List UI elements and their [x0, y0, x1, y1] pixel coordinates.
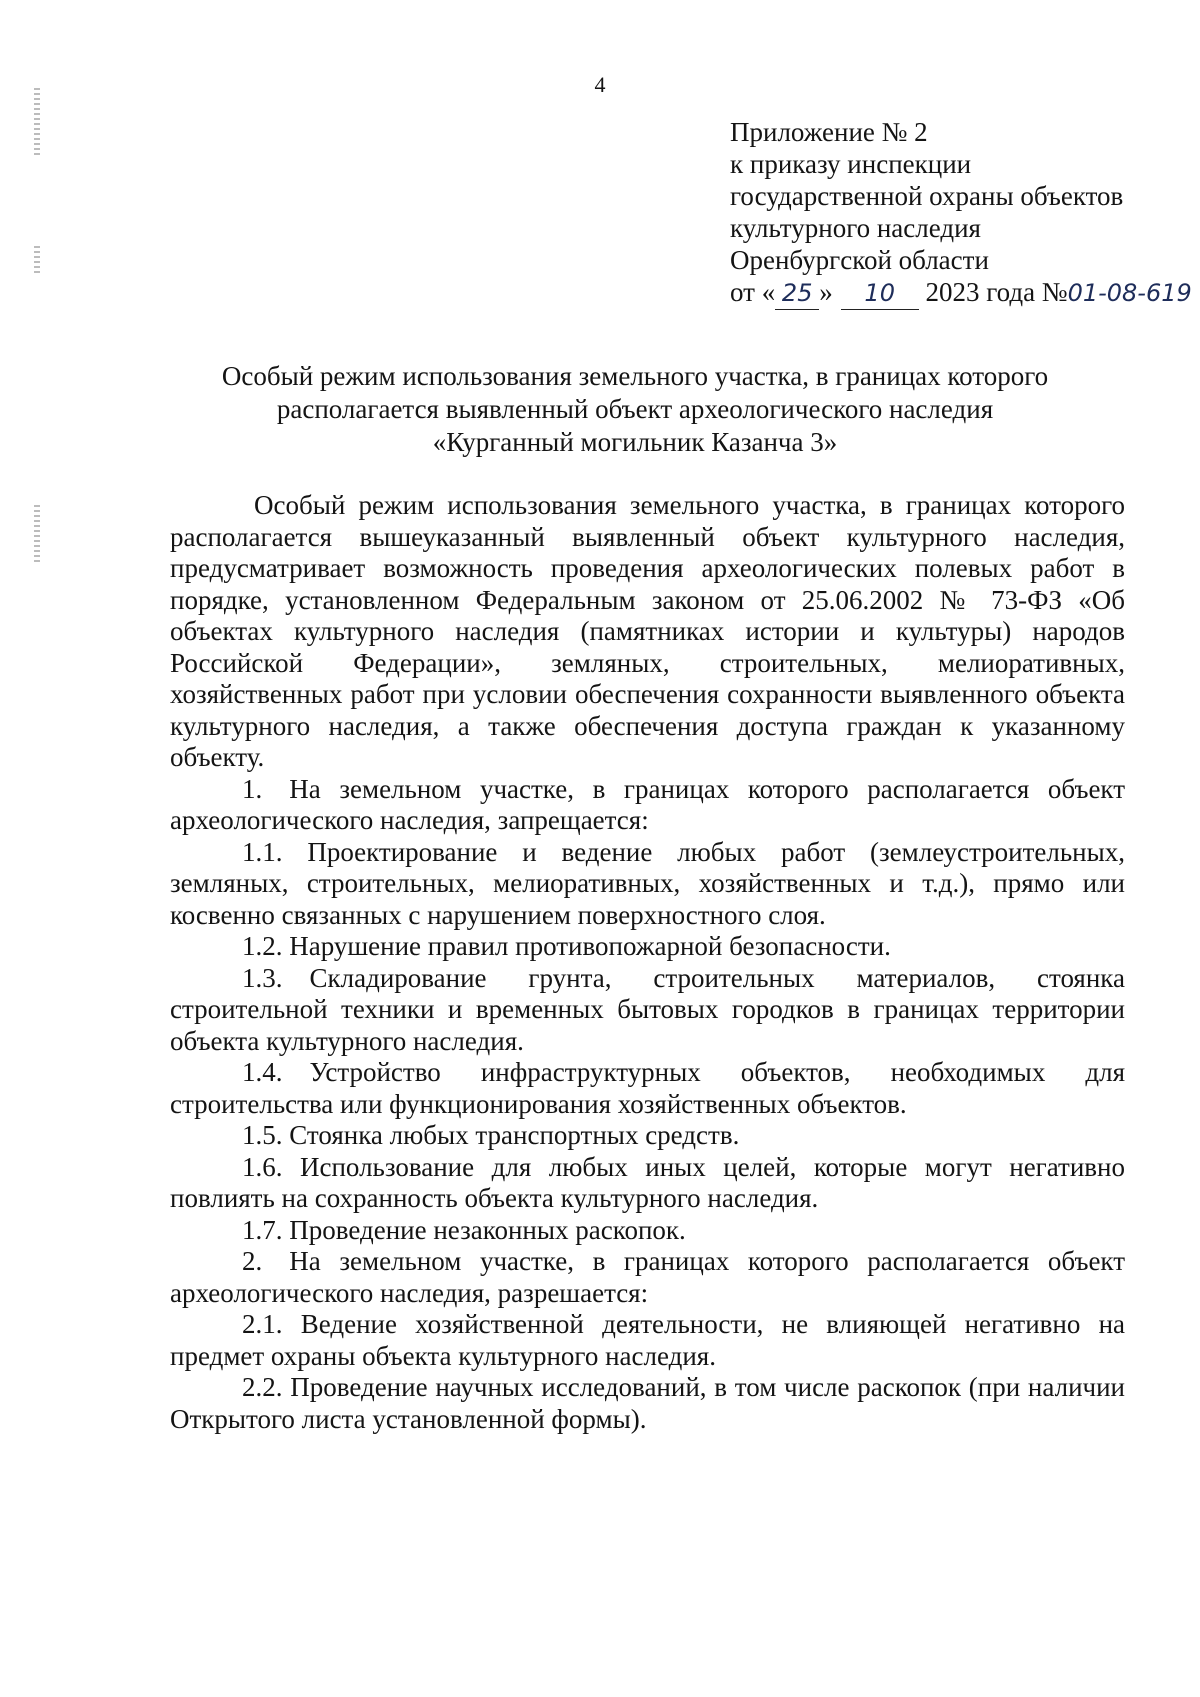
scan-margin-mark	[34, 505, 40, 565]
title-line: Особый режим использования земельного участка, в границах которого	[221, 361, 1049, 391]
intro-paragraph: Особый режим использования земельного участка, в границах которого располагается вышеуказанный выявленный объект культурного наследия, предусматривает возможность проведения археологических полевых работ в порядке, установленном Федеральным законом от 25.06.2002 № 73-ФЗ «Об объектах культурного наследия (памятниках истории и культуры) народов Российской Федерации», земляных, строительных, мелиоративных, хозяйственных работ при условии обеспечения сохранности выявленного объекта культурного наследия, а также обеспечения доступа граждан к указанному объекту.	[170, 490, 1125, 772]
item-1-1: 1.1. Проектирование и ведение любых работ (землеустроительных, земляных, строительных, мелиоративных, хозяйственных и т.д.), прямо или косвенно связанных с нарушением поверхностного слоя.	[170, 836, 1125, 930]
scan-margin-mark	[34, 246, 40, 274]
section-2: 2. На земельном участке, в границах которого располагается объект археологического наследия, разрешается:	[170, 1246, 1125, 1308]
page-number: 4	[594, 72, 606, 97]
appendix-line: государственной охраны объектов	[730, 181, 1124, 211]
handwritten-order-number: 01-08-619	[1067, 279, 1192, 307]
item-2-2: 2.2. Проведение научных исследований, в том числе раскопок (при наличии Открытого листа установленной формы).	[170, 1372, 1125, 1434]
item-1-7: 1.7. Проведение незаконных раскопок.	[242, 1214, 686, 1245]
appendix-line: культурного наследия	[730, 213, 981, 243]
title-line: располагается выявленный объект археологического наследия	[276, 394, 994, 424]
order-date-line	[730, 276, 1192, 310]
appendix-line: Оренбургской области	[730, 245, 989, 275]
item-2-1: 2.1. Ведение хозяйственной деятельности, не влияющей негативно на предмет охраны объекта культурного наследия.	[170, 1309, 1125, 1371]
appendix-title: Приложение № 2	[730, 117, 928, 147]
document-title	[150, 360, 1120, 459]
item-1-3: 1.3. Складирование грунта, строительных материалов, стоянка строительной техники и временных бытовых городков в границах территории объекта культурного наследия.	[170, 962, 1125, 1056]
section-1: 1. На земельном участке, в границах которого располагается объект археологического наследия, запрещается:	[170, 773, 1125, 835]
item-1-4: 1.4. Устройство инфраструктурных объектов, необходимых для строительства или функционирования хозяйственных объектов.	[170, 1057, 1125, 1119]
title-line: «Курганный могильник Казанча 3»	[432, 427, 838, 457]
appendix-header	[730, 116, 1192, 310]
date-close-quote: »	[819, 277, 833, 307]
item-1-2: 1.2. Нарушение правил противопожарной безопасности.	[242, 931, 891, 961]
date-prefix: от «	[730, 277, 776, 307]
item-1-5: 1.5. Стоянка любых транспортных средств.	[242, 1120, 740, 1150]
scan-margin-mark	[34, 88, 40, 158]
date-year: 2023 года №	[925, 277, 1068, 307]
appendix-line: к приказу инспекции	[730, 149, 972, 179]
document-body	[170, 490, 1125, 1435]
handwritten-month: 10	[864, 279, 895, 307]
handwritten-day: 25	[781, 279, 813, 307]
item-1-6: 1.6. Использование для любых иных целей, которые могут негативно повлиять на сохранность объекта культурного наследия.	[170, 1151, 1125, 1213]
